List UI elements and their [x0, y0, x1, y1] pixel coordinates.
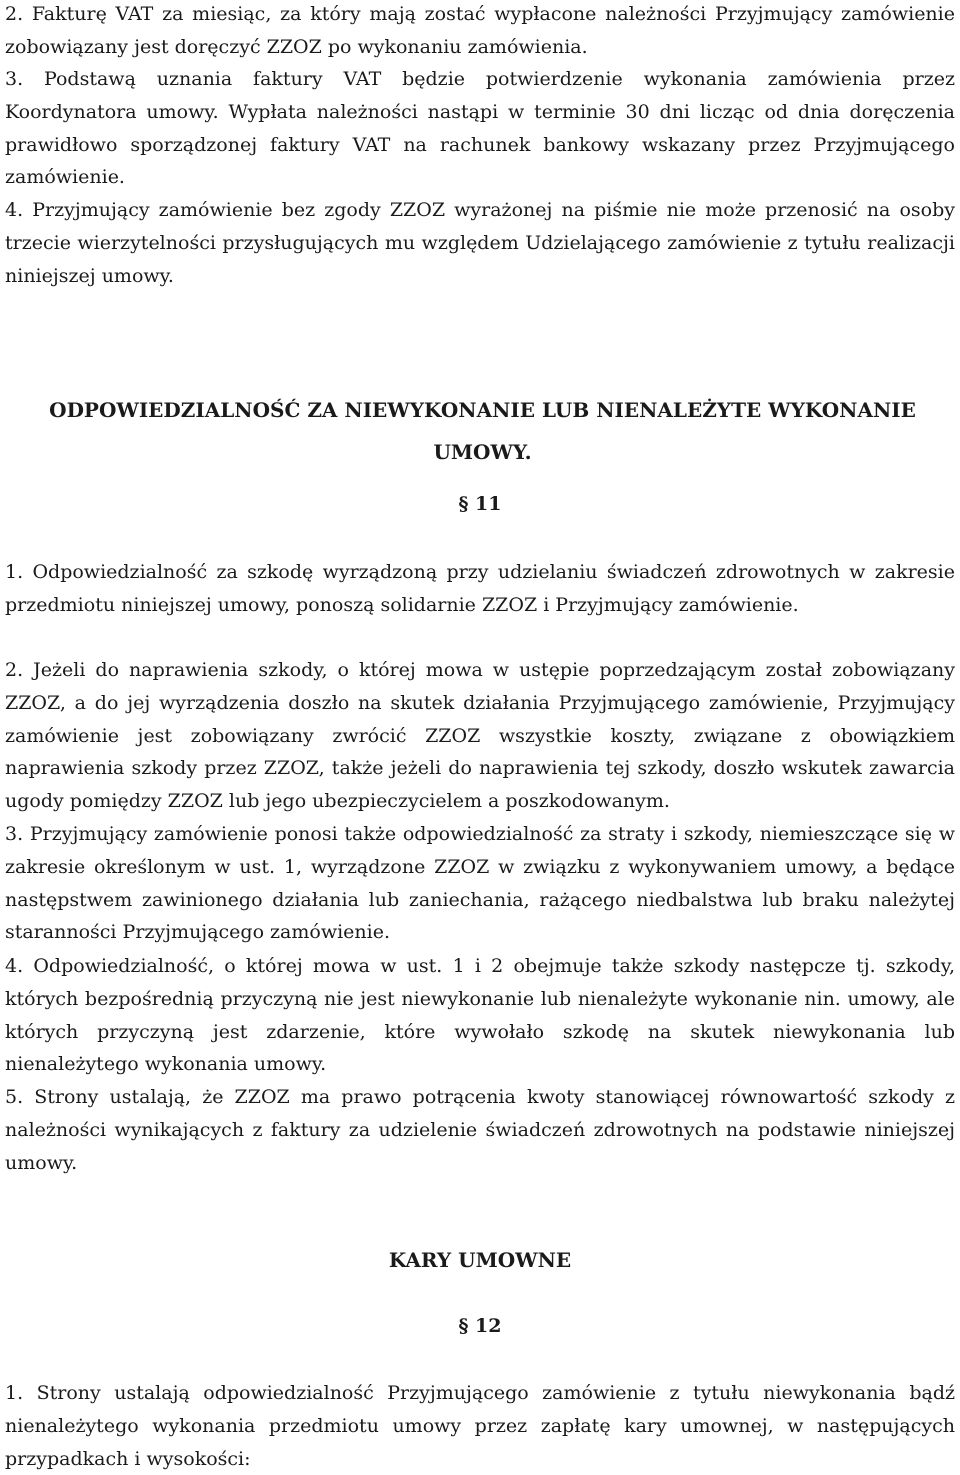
- section-12-paragraph-1: 1. Strony ustalają odpowiedzialność Przyjmującego zamówienie z tytułu niewykonania bądź nienależytego wykonania przedmiotu umowy przez zapłatę kary umownej, w następujących przypadkach i wysokości:: [5, 1382, 955, 1470]
- paragraph-2-invoice: 2. Fakturę VAT za miesiąc, za który mają zostać wypłacone należności Przyjmujący zamówienie zobowiązany jest doręczyć ZZOZ po wykonaniu zamówienia.: [5, 3, 955, 58]
- paragraph-3-payment: 3. Podstawą uznania faktury VAT będzie potwierdzenie wykonania zamówienia przez Koordynatora umowy. Wypłata należności nastąpi w terminie 30 dni licząc od dnia doręczenia prawidłowo sporządzonej faktury VAT na rachunek bankowy wskazany przez Przyjmującego zamówienie.: [5, 68, 955, 189]
- section-11-paragraph-1: 1. Odpowiedzialność za szkodę wyrządzoną przy udzielaniu świadczeń zdrowotnych w zakresie przedmiotu niniejszej umowy, ponoszą solidarnie ZZOZ i Przyjmujący zamówienie.: [5, 561, 955, 616]
- section-11-paragraph-2: 2. Jeżeli do naprawienia szkody, o której mowa w ustępie poprzedzającym został zobowiązany ZZOZ, a do jej wyrządzenia doszło na skutek działania Przyjmującego zamówienie, Przyjmujący zamówienie jest zobowiązany zwrócić ZZOZ wszystkie koszty, związane z obowiązkiem naprawienia szkody przez ZZOZ, także jeżeli do naprawienia tej szkody, doszło wskutek zawarcia ugody pomiędzy ZZOZ lub jego ubezpieczycielem a poszkodowanym.: [5, 659, 955, 813]
- section-11-mark: § 11: [458, 493, 502, 515]
- section-11-paragraph-4: 4. Odpowiedzialność, o której mowa w ust. 1 i 2 obejmuje także szkody następcze tj. szkody, których bezpośrednią przyczyną nie jest niewykonanie lub nienależyte wykonanie nin. umowy, ale których przyczyną jest zdarzenie, które wywołało szkodę na skutek niewykonania lub nienależytego wykonania umowy.: [5, 955, 955, 1076]
- section-11-paragraph-3: 3. Przyjmujący zamówienie ponosi także odpowiedzialność za straty i szkody, niemieszczące się w zakresie określonym w ust. 1, wyrządzone ZZOZ w związku z wykonywaniem umowy, a będące następstwem zawinionego działania lub zaniechania, rażącego niedbalstwa lub braku należytej staranności Przyjmującego zamówienie.: [5, 823, 955, 944]
- paragraph-4-assignment: 4. Przyjmujący zamówienie bez zgody ZZOZ wyrażonej na piśmie nie może przenosić na osoby trzecie wierzytelności przysługujących mu względem Udzielającego zamówienie z tytułu realizacji niniejszej umowy.: [5, 199, 955, 287]
- section-11-heading: ODPOWIEDZIALNOŚĆ ZA NIEWYKONANIE LUB NIENALEŻYTE WYKONANIE UMOWY.: [49, 398, 916, 464]
- section-12-mark: § 12: [458, 1315, 502, 1337]
- section-11-paragraph-5: 5. Strony ustalają, że ZZOZ ma prawo potrącenia kwoty stanowiącej równowartość szkody z należności wynikających z faktury za udzielenie świadczeń zdrowotnych na podstawie niniejszej umowy.: [5, 1086, 955, 1174]
- section-12-heading: KARY UMOWNE: [388, 1248, 572, 1272]
